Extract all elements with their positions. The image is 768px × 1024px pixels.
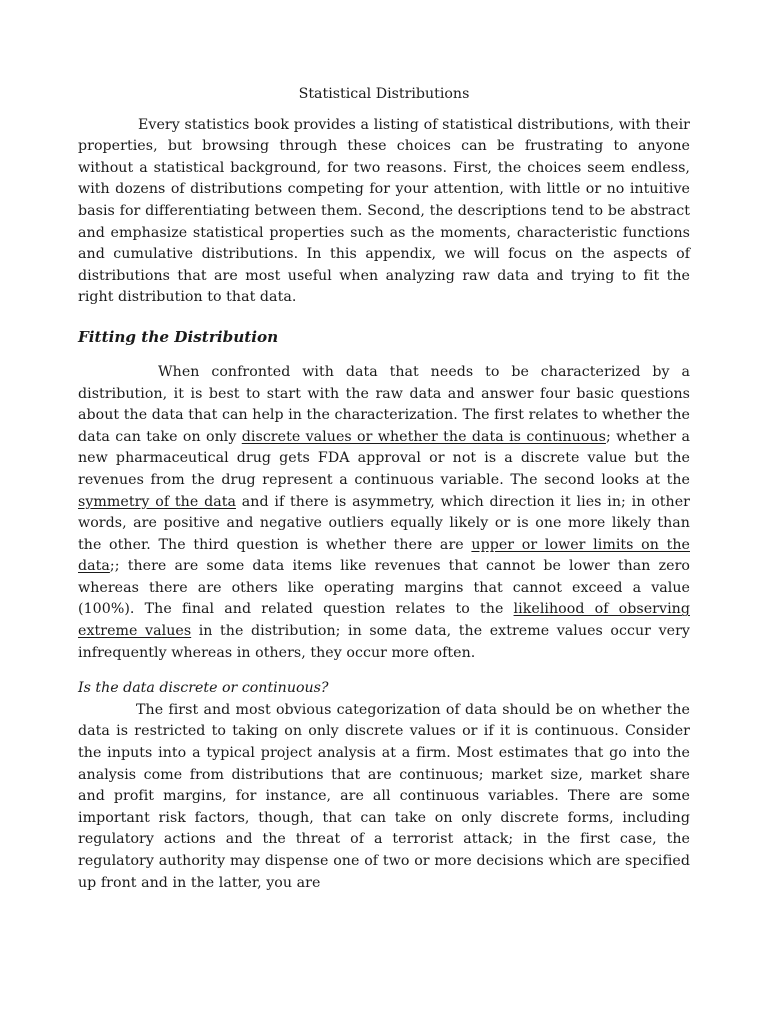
discrete-paragraph: The first and most obvious categorization of data should be on whether the data is restricted to taking on only discrete values or if it is continuous. Consider the inputs into a typical project analysis at a firm. Most estimates that go into the analysis come from distributions that are continuous; market size, market share and profit margins, for instance, are all continuous variables. There are some important risk factors, though, that can take on only discrete forms, including regulatory actions and the threat of a terrorist attack; in the first case, the regulatory authority may dispense one of two or more decisions which are specified up front and in the latter, you are bbox=[78, 701, 690, 891]
fitting-paragraph bbox=[78, 362, 690, 664]
page-title: Statistical Distributions bbox=[298, 86, 470, 102]
fitting-text-5: in the distribution; in some data, the extreme values occur very infrequently whereas in others, they occur more often. bbox=[78, 623, 690, 661]
sub-heading: Is the data discrete or continuous? bbox=[78, 680, 329, 697]
discrete-continuous-link: discrete values or whether the data is continuous bbox=[241, 428, 606, 445]
symmetry-link: symmetry of the data bbox=[78, 493, 236, 510]
limits-link: upper or lower limits on the data bbox=[78, 536, 690, 575]
intro-paragraph: Every statistics book provides a listing of statistical distributions, with their properties, but browsing through these choices can be frustrating to anyone without a statistical background, for two reasons. First, the choices seem endless, with dozens of distributions competing for your attention, with little or no intuitive basis for differentiating between them. Second, the descriptions tend to be abstract and emphasize statistical properties such as the moments, characteristic functions and cumulative distributions. In this appendix, we will focus on the aspects of distributions that are most useful when analyzing raw data and trying to fit the right distribution to that data. bbox=[78, 116, 690, 306]
document-page bbox=[78, 84, 690, 894]
section-heading: Fitting the Distribution bbox=[78, 327, 279, 346]
fitting-text-1: When confronted with data that needs to be characterized by a distribution, it is best to start with the raw data and answer four basic questions about the data that can help in the characterization. The first relates to whether the data can take on only bbox=[78, 363, 690, 445]
fitting-text-3: and if there is asymmetry, which direction it lies in; in other words, are positive and negative outliers equally likely or is one more likely than the other. The third question is whether there are bbox=[78, 493, 690, 553]
extreme-values-link: likelihood of observing extreme values bbox=[78, 601, 690, 640]
fitting-text-2: ; whether a new pharmaceutical drug gets FDA approval or not is a discrete value but the revenues from the drug represent a continuous variable. The second looks at the bbox=[78, 428, 690, 488]
fitting-text-4: ;; there are some data items like revenues that cannot be lower than zero whereas there are others like operating margins that cannot exceed a value (100%). The final and related question relates to the bbox=[78, 558, 690, 618]
